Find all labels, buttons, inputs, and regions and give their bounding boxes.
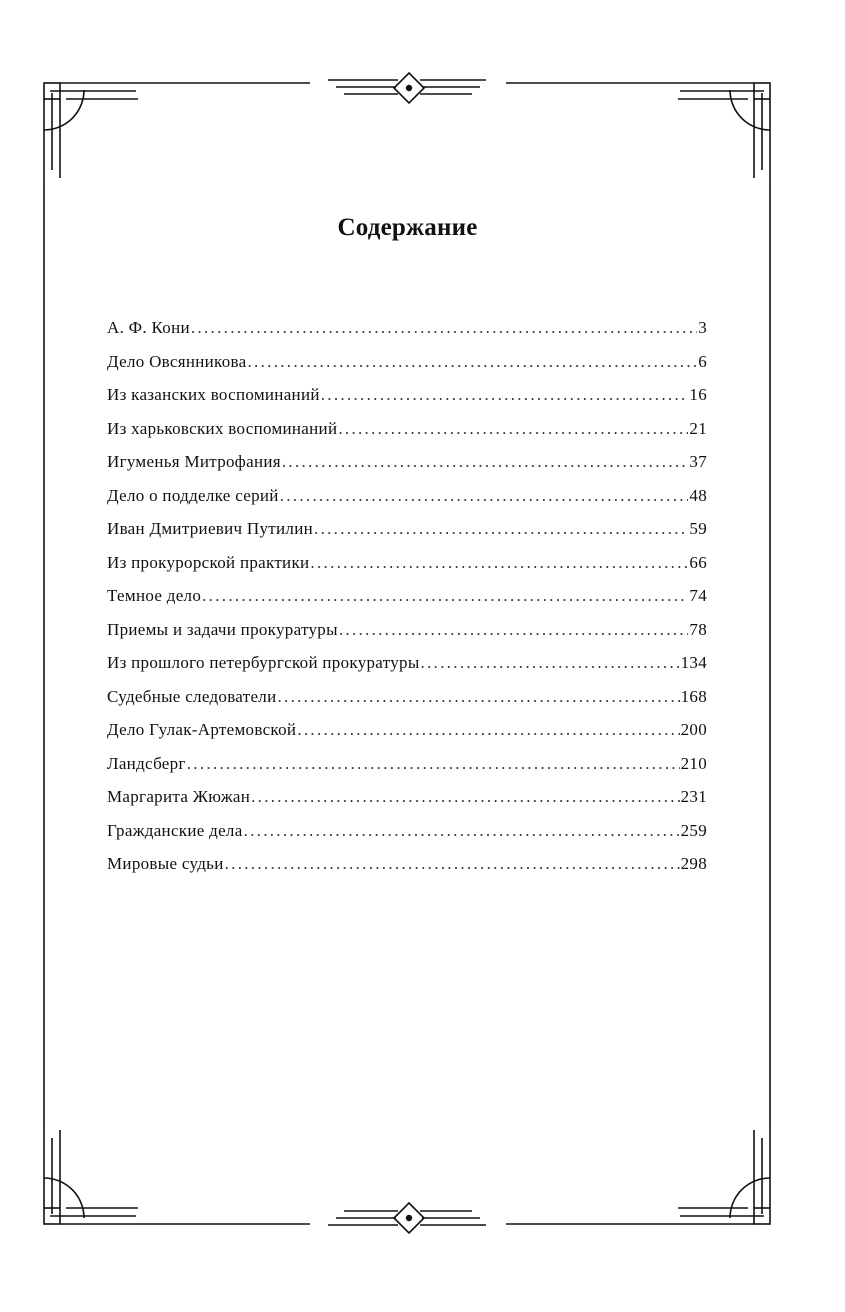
top-center-ornament	[328, 73, 486, 103]
toc-dot-leader	[244, 814, 680, 848]
toc-entry	[107, 780, 707, 814]
toc-dot-leader	[297, 713, 679, 747]
toc-entry-title: Мировые судьи	[107, 854, 224, 873]
corner-ornament-bottom-left	[44, 1130, 138, 1224]
toc-entry-title: Темное дело	[107, 586, 202, 605]
toc-entry-title: Игуменья Митрофания	[107, 452, 281, 471]
toc-entry-page-number: 16	[689, 385, 707, 404]
page-title: Содержание	[337, 213, 478, 241]
toc-entry-page-number: 66	[689, 552, 707, 572]
toc-entry-page-number: 3	[698, 318, 707, 337]
toc-dot-leader	[187, 747, 680, 781]
bottom-center-ornament	[328, 1203, 486, 1233]
toc-entry-page-number: 210	[680, 753, 707, 773]
toc-entry-title: Маргарита Жюжан	[107, 787, 251, 806]
toc-entry-title: Из прокурорской практики	[107, 552, 310, 572]
toc-entry-page-number: 200	[680, 720, 707, 739]
toc-entry-page-number: 78	[689, 619, 707, 639]
toc-dot-leader	[282, 445, 689, 479]
toc-entry-page-number: 48	[689, 485, 707, 505]
corner-ornament-top-right	[678, 83, 770, 180]
toc-entry-page-number: 37	[689, 452, 707, 471]
toc-entry	[107, 680, 707, 714]
toc-dot-leader	[225, 847, 680, 881]
toc-dot-leader	[277, 680, 679, 714]
toc-dot-leader	[421, 646, 680, 680]
table-of-contents	[107, 311, 707, 881]
toc-dot-leader	[248, 345, 698, 379]
toc-entry	[107, 747, 707, 781]
toc-entry-title: Судебные следователи	[107, 686, 277, 706]
toc-entry	[107, 713, 707, 747]
toc-entry	[107, 378, 707, 412]
toc-entry	[107, 311, 707, 345]
toc-entry-page-number: 59	[689, 519, 707, 538]
toc-entry-page-number: 74	[689, 586, 707, 605]
toc-entry-title: Из прошлого петербургской прокуратуры	[107, 653, 420, 672]
toc-entry	[107, 512, 707, 546]
toc-entry-title: А. Ф. Кони	[107, 318, 190, 337]
toc-entry	[107, 646, 707, 680]
toc-dot-leader	[321, 378, 689, 412]
toc-entry-title: Приемы и задачи прокуратуры	[107, 619, 338, 639]
toc-dot-leader	[310, 546, 688, 580]
toc-entry-title: Из харьковских воспоминаний	[107, 418, 338, 438]
toc-entry	[107, 847, 707, 881]
toc-entry	[107, 579, 707, 613]
toc-entry	[107, 546, 707, 580]
toc-entry-title: Из казанских воспоминаний	[107, 385, 320, 404]
toc-entry-title: Дело Гулак-Артемовской	[107, 720, 297, 739]
toc-entry-page-number: 21	[689, 418, 707, 438]
toc-dot-leader	[280, 479, 689, 513]
toc-entry-title: Иван Дмитриевич Путилин	[107, 519, 314, 538]
toc-entry-page-number: 298	[680, 854, 707, 873]
toc-entry-page-number: 231	[680, 787, 707, 806]
toc-entry-title: Ландсберг	[107, 753, 186, 773]
toc-entry-page-number: 259	[680, 820, 707, 840]
toc-dot-leader	[251, 780, 679, 814]
toc-entry	[107, 613, 707, 647]
toc-dot-leader	[191, 311, 697, 345]
toc-entry-title: Гражданские дела	[107, 820, 243, 840]
toc-entry-title: Дело Овсянникова	[107, 351, 247, 371]
toc-entry-page-number: 168	[680, 686, 707, 706]
toc-dot-leader	[314, 512, 688, 546]
corner-ornament-top-left	[44, 83, 138, 180]
toc-entry	[107, 814, 707, 848]
toc-entry-page-number: 134	[680, 653, 707, 672]
toc-entry	[107, 479, 707, 513]
toc-entry	[107, 412, 707, 446]
toc-dot-leader	[339, 613, 689, 647]
toc-dot-leader	[202, 579, 688, 613]
corner-ornament-bottom-right	[678, 1130, 770, 1224]
toc-entry-page-number: 6	[698, 351, 707, 371]
toc-entry	[107, 345, 707, 379]
toc-dot-leader	[338, 412, 688, 446]
toc-entry-title: Дело о подделке серий	[107, 485, 279, 505]
toc-entry	[107, 445, 707, 479]
